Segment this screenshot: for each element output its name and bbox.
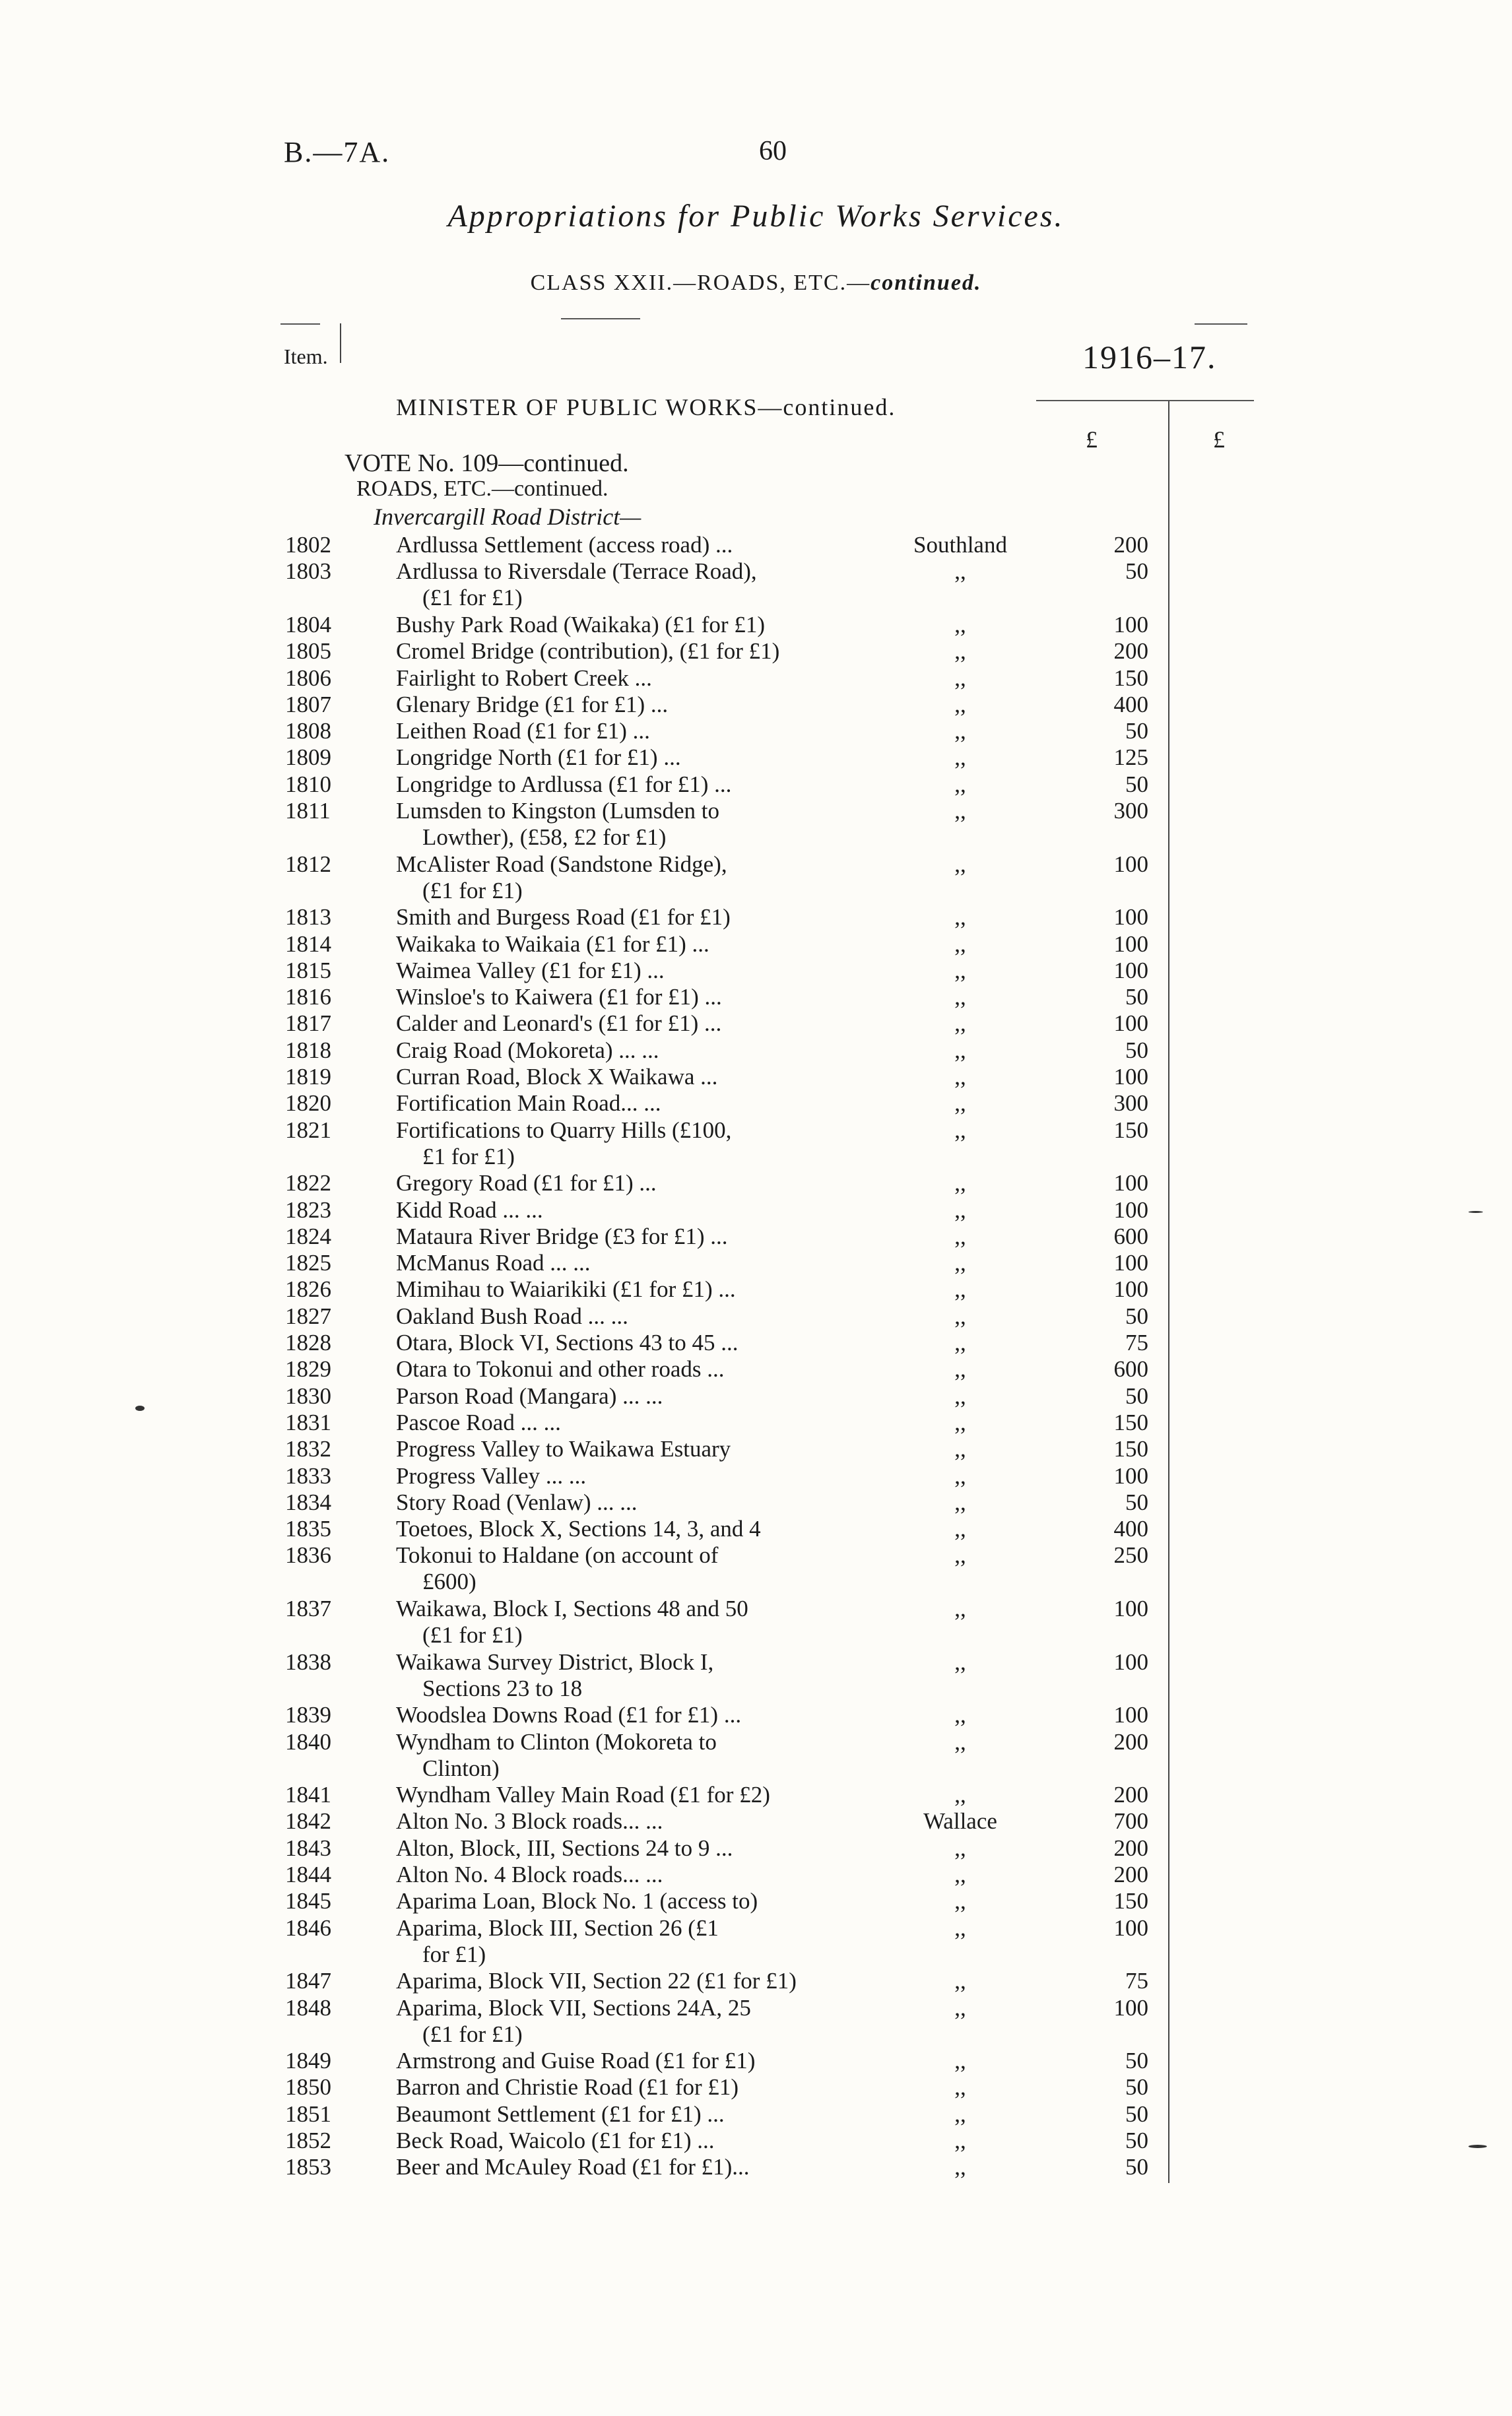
item-number: 1832 (285, 1436, 331, 1462)
item-description-line: Story Road (Venlaw) ... ... (396, 1489, 638, 1515)
item-description-line: Kidd Road ... ... (396, 1196, 543, 1223)
item-number: 1806 (285, 665, 331, 691)
item-description-line: Progress Valley ... ... (396, 1462, 587, 1489)
district-subheading: Invercargill Road District— (374, 504, 641, 530)
item-number: 1842 (285, 1808, 331, 1835)
item-description (396, 718, 845, 744)
item-description-line: Mimihau to Waiarikiki (£1 for £1) ... (396, 1276, 736, 1303)
item-district: ,, (954, 1330, 966, 1355)
page-title: Appropriations for Public Works Services. (447, 199, 1065, 234)
item-district: ,, (954, 1303, 966, 1329)
item-number: 1804 (285, 611, 331, 637)
item-number: 1820 (285, 1090, 331, 1117)
item-description-continuation: (£1 for £1) (422, 877, 523, 903)
item-number: 1814 (285, 930, 331, 957)
item-description (396, 1383, 845, 1410)
item-description (396, 2048, 845, 2074)
item-number: 1834 (285, 1489, 331, 1515)
ink-speck (1468, 1211, 1483, 1213)
item-number: 1843 (285, 1835, 331, 1861)
item-description-line: Toetoes, Block X, Sections 14, 3, and 4 (396, 1516, 761, 1542)
item-number: 1823 (285, 1196, 331, 1223)
class-heading (0, 271, 1512, 296)
item-amount: 50 (1125, 1037, 1148, 1063)
item-district: ,, (954, 798, 966, 824)
vote-heading: VOTE No. 109—continued. (345, 449, 629, 477)
item-district: ,, (954, 1914, 966, 1941)
item-district: ,, (954, 1462, 966, 1489)
item-amount: 100 (1113, 611, 1148, 637)
item-number: 1818 (285, 1037, 331, 1063)
item-description-line: Curran Road, Block X Waikawa ... (396, 1064, 718, 1090)
item-description (396, 558, 845, 611)
item-description-line: Bushy Park Road (Waikaka) (£1 for £1) (396, 611, 765, 637)
item-district: ,, (954, 1117, 966, 1143)
item-amount: 200 (1113, 1862, 1148, 1887)
item-description (396, 851, 845, 904)
item-description-line: Ardlussa to Riversdale (Terrace Road), (396, 558, 757, 585)
item-district: ,, (954, 1409, 966, 1435)
item-description-continuation: for £1) (422, 1941, 486, 1967)
item-district: ,, (954, 1994, 966, 2021)
item-description (396, 1090, 845, 1117)
item-description-line: Aparima, Block VII, Sections 24A, 25 (396, 1994, 751, 2021)
item-number: 1828 (285, 1330, 331, 1355)
item-description (396, 2074, 845, 2101)
item-amount: 50 (1125, 2074, 1148, 2101)
item-description (396, 1436, 845, 1462)
item-number: 1846 (285, 1914, 331, 1941)
item-description-line: Wyndham to Clinton (Mokoreta to (396, 1728, 717, 1755)
minister-heading: MINISTER OF PUBLIC WORKS—continued. (396, 394, 896, 420)
item-amount: 100 (1113, 1276, 1148, 1303)
item-amount: 200 (1113, 1728, 1148, 1755)
item-description (396, 1596, 845, 1649)
item-district: ,, (954, 1596, 966, 1621)
item-district: ,, (954, 611, 966, 637)
document-reference: B.—7A. (284, 136, 391, 168)
item-amount: 50 (1125, 984, 1148, 1010)
item-amount: 100 (1113, 930, 1148, 957)
item-description (396, 744, 845, 771)
item-amount: 400 (1113, 691, 1148, 717)
item-description-line: Glenary Bridge (£1 for £1) ... (396, 691, 669, 717)
item-description-line: Beaumont Settlement (£1 for £1) ... (396, 2101, 725, 2127)
item-number: 1837 (285, 1596, 331, 1621)
item-district: ,, (954, 691, 966, 717)
item-number: 1816 (285, 984, 331, 1010)
item-number: 1811 (285, 798, 331, 824)
item-amount: 50 (1125, 718, 1148, 744)
item-description-line: Longridge to Ardlussa (£1 for £1) ... (396, 771, 732, 797)
item-description-line: Gregory Road (£1 for £1) ... (396, 1170, 657, 1196)
item-amount: 200 (1113, 532, 1148, 558)
item-description (396, 1649, 845, 1702)
page-number: 60 (759, 136, 787, 166)
item-amount: 75 (1125, 1330, 1148, 1355)
item-description-continuation: Sections 23 to 18 (422, 1675, 583, 1701)
item-description (396, 1835, 845, 1862)
item-number: 1819 (285, 1064, 331, 1090)
item-district: ,, (954, 1702, 966, 1728)
item-district: ,, (954, 744, 966, 771)
item-district: ,, (954, 638, 966, 665)
item-description-line: Barron and Christie Road (£1 for £1) (396, 2074, 739, 2101)
item-number: 1822 (285, 1170, 331, 1196)
item-description-line: Fortifications to Quarry Hills (£100, (396, 1117, 732, 1143)
item-description (396, 1197, 845, 1224)
item-description-line: Waikaka to Waikaia (£1 for £1) ... (396, 930, 709, 957)
item-district: ,, (954, 1223, 966, 1249)
item-description (396, 1516, 845, 1542)
item-number: 1851 (285, 2101, 331, 2127)
item-amount: 150 (1113, 1409, 1148, 1435)
item-description-line: Ardlussa Settlement (access road) ... (396, 532, 733, 558)
pound-column-2-header: £ (1213, 426, 1225, 453)
item-number: 1849 (285, 2048, 331, 2074)
item-number: 1831 (285, 1409, 331, 1435)
item-amount: 50 (1125, 1489, 1148, 1515)
item-description-continuation: Lowther), (£58, £2 for £1) (422, 824, 667, 850)
item-district: ,, (954, 771, 966, 797)
item-description (396, 1064, 845, 1090)
item-district: ,, (954, 1835, 966, 1861)
year-column-header: 1916–17. (1082, 339, 1217, 375)
item-description (396, 771, 845, 798)
item-description-line: Alton No. 4 Block roads... ... (396, 1862, 663, 1887)
item-description (396, 1356, 845, 1383)
item-amount: 100 (1113, 1596, 1148, 1621)
item-description-line: Longridge North (£1 for £1) ... (396, 744, 681, 771)
item-description (396, 1250, 845, 1276)
item-amount: 100 (1113, 1170, 1148, 1196)
item-district: ,, (954, 930, 966, 957)
item-amount: 250 (1113, 1542, 1148, 1569)
amount-column-divider (1168, 401, 1169, 2183)
item-district: ,, (954, 1516, 966, 1542)
item-district: ,, (954, 1489, 966, 1515)
item-number: 1805 (285, 638, 331, 665)
item-number: 1845 (285, 1888, 331, 1914)
item-amount: 100 (1113, 1914, 1148, 1941)
item-description-line: Beck Road, Waicolo (£1 for £1) ... (396, 2128, 715, 2153)
item-description-line: Parson Road (Mangara) ... ... (396, 1383, 663, 1409)
item-number: 1810 (285, 771, 331, 797)
item-number: 1813 (285, 904, 331, 930)
item-description (396, 2128, 845, 2154)
item-district: ,, (954, 1037, 966, 1063)
item-amount: 100 (1113, 1250, 1148, 1276)
item-description-line: Aparima, Block VII, Section 22 (£1 for £1) (396, 1968, 797, 1994)
item-description (396, 1303, 845, 1330)
item-description-line: Progress Valley to Waikawa Estuary (396, 1436, 731, 1462)
item-description-line: Smith and Burgess Road (£1 for £1) (396, 904, 731, 930)
item-number: 1830 (285, 1383, 331, 1409)
item-amount: 100 (1113, 1196, 1148, 1223)
item-amount: 300 (1113, 798, 1148, 824)
item-district: ,, (954, 1728, 966, 1755)
item-description (396, 904, 845, 930)
item-amount: 150 (1113, 665, 1148, 691)
item-description (396, 958, 845, 984)
header-rule-left (280, 323, 320, 325)
item-district: ,, (954, 2074, 966, 2101)
item-description (396, 1888, 845, 1914)
item-amount: 50 (1125, 1383, 1148, 1409)
item-number: 1836 (285, 1542, 331, 1569)
item-amount: 200 (1113, 638, 1148, 665)
year-underline (1036, 400, 1254, 401)
item-number: 1847 (285, 1968, 331, 1994)
item-description (396, 1862, 845, 1888)
item-amount: 125 (1113, 744, 1148, 771)
item-amount: 50 (1125, 771, 1148, 797)
item-number: 1808 (285, 718, 331, 744)
item-description-line: Aparima Loan, Block No. 1 (access to) (396, 1888, 758, 1914)
item-description-continuation: (£1 for £1) (422, 2021, 523, 2047)
item-district: ,, (954, 2101, 966, 2127)
item-district: ,, (954, 1436, 966, 1462)
item-description-continuation: Clinton) (422, 1755, 500, 1781)
ink-speck (1468, 2145, 1487, 2148)
item-description (396, 1729, 845, 1782)
item-number: 1821 (285, 1117, 331, 1143)
item-description-line: Waikawa, Block I, Sections 48 and 50 (396, 1596, 748, 1621)
item-number: 1852 (285, 2128, 331, 2153)
item-district: ,, (954, 2048, 966, 2074)
item-description (396, 931, 845, 958)
item-district: ,, (954, 1862, 966, 1887)
roads-subheading: ROADS, ETC.—continued. (356, 476, 608, 501)
item-amount: 100 (1113, 851, 1148, 877)
item-number: 1826 (285, 1276, 331, 1303)
item-description (396, 532, 845, 558)
item-description (396, 984, 845, 1010)
item-district: ,, (954, 1064, 966, 1090)
item-district: ,, (954, 1196, 966, 1223)
item-amount: 100 (1113, 1702, 1148, 1728)
ink-speck (135, 1406, 145, 1411)
item-amount: 200 (1113, 1782, 1148, 1808)
item-description-line: Aparima, Block III, Section 26 (£1 (396, 1914, 719, 1941)
item-amount: 600 (1113, 1356, 1148, 1383)
item-description-line: Alton No. 3 Block roads... ... (396, 1808, 663, 1835)
item-description-line: Tokonui to Haldane (on account of (396, 1542, 719, 1569)
item-number: 1817 (285, 1010, 331, 1037)
item-district: ,, (954, 665, 966, 691)
item-description (396, 1915, 845, 1968)
item-district: ,, (954, 1090, 966, 1117)
item-description-line: Beer and McAuley Road (£1 for £1)... (396, 2154, 750, 2180)
item-district: ,, (954, 558, 966, 585)
item-amount: 150 (1113, 1436, 1148, 1462)
item-amount: 100 (1113, 904, 1148, 930)
item-amount: 300 (1113, 1090, 1148, 1117)
item-description-continuation: (£1 for £1) (422, 585, 523, 611)
item-amount: 75 (1125, 1968, 1148, 1994)
item-description-line: Woodslea Downs Road (£1 for £1) ... (396, 1702, 742, 1728)
header-rule-right (1195, 323, 1247, 325)
item-number: 1827 (285, 1303, 331, 1329)
item-amount: 50 (1125, 2101, 1148, 2127)
item-description-line: Cromel Bridge (contribution), (£1 for £1) (396, 638, 780, 665)
item-amount: 100 (1113, 1010, 1148, 1037)
item-description (396, 1224, 845, 1250)
item-description (396, 1010, 845, 1037)
item-description-continuation: £1 for £1) (422, 1143, 515, 1169)
item-number: 1825 (285, 1250, 331, 1276)
item-description-line: Winsloe's to Kaiwera (£1 for £1) ... (396, 984, 722, 1010)
item-number: 1844 (285, 1862, 331, 1887)
class-heading-continued: continued. (871, 271, 982, 295)
item-district: ,, (954, 1542, 966, 1569)
item-amount: 50 (1125, 558, 1148, 585)
item-description (396, 1170, 845, 1196)
item-district: ,, (954, 1782, 966, 1808)
header-rule-mid (561, 318, 640, 319)
item-district: ,, (954, 2128, 966, 2153)
item-number: 1803 (285, 558, 331, 585)
pound-column-1-header: £ (1086, 426, 1098, 453)
item-district: Wallace (923, 1808, 997, 1835)
item-amount: 100 (1113, 1649, 1148, 1675)
item-district: ,, (954, 1356, 966, 1383)
item-number: 1812 (285, 851, 331, 877)
item-district: ,, (954, 984, 966, 1010)
item-number: 1809 (285, 744, 331, 771)
item-description-line: Craig Road (Mokoreta) ... ... (396, 1037, 659, 1063)
item-district: ,, (954, 1888, 966, 1914)
item-description-line: Waimea Valley (£1 for £1) ... (396, 957, 665, 983)
item-description-line: Wyndham Valley Main Road (£1 for £2) (396, 1782, 770, 1808)
item-description (396, 1702, 845, 1728)
item-number: 1829 (285, 1356, 331, 1383)
item-description (396, 1117, 845, 1170)
item-number: 1833 (285, 1462, 331, 1489)
item-number: 1850 (285, 2074, 331, 2101)
item-number: 1807 (285, 691, 331, 717)
item-district: ,, (954, 1170, 966, 1196)
item-description-line: Calder and Leonard's (£1 for £1) ... (396, 1010, 722, 1037)
item-description-line: Armstrong and Guise Road (£1 for £1) (396, 2048, 756, 2074)
item-description-line: McAlister Road (Sandstone Ridge), (396, 851, 727, 877)
item-district: ,, (954, 718, 966, 744)
item-amount: 50 (1125, 2128, 1148, 2153)
item-amount: 700 (1113, 1808, 1148, 1835)
item-amount: 100 (1113, 957, 1148, 983)
item-amount: 100 (1113, 1064, 1148, 1090)
item-description-line: Fairlight to Robert Creek ... (396, 665, 652, 691)
item-amount: 100 (1113, 1994, 1148, 2021)
item-description-line: Waikawa Survey District, Block I, (396, 1649, 714, 1675)
item-district: ,, (954, 1383, 966, 1409)
item-amount: 50 (1125, 2154, 1148, 2180)
item-district: ,, (954, 1010, 966, 1037)
item-description (396, 1542, 845, 1595)
item-description (396, 1276, 845, 1303)
item-description (396, 798, 845, 851)
item-description (396, 1410, 845, 1436)
item-column-header: Item. (284, 344, 328, 368)
item-number: 1835 (285, 1516, 331, 1542)
item-amount: 50 (1125, 1303, 1148, 1329)
item-district: ,, (954, 2154, 966, 2180)
item-number: 1839 (285, 1702, 331, 1728)
item-description-continuation: £600) (422, 1569, 477, 1595)
item-amount: 50 (1125, 2048, 1148, 2074)
item-description-line: Leithen Road (£1 for £1) ... (396, 718, 650, 744)
item-description-line: Lumsden to Kingston (Lumsden to (396, 798, 719, 824)
item-column-divider (340, 323, 341, 363)
item-description (396, 1968, 845, 1994)
item-number: 1815 (285, 957, 331, 983)
item-amount: 200 (1113, 1835, 1148, 1861)
class-heading-text: CLASS XXII.—ROADS, ETC.— (530, 271, 871, 295)
item-district: ,, (954, 1649, 966, 1675)
item-description (396, 612, 845, 638)
item-district: ,, (954, 904, 966, 930)
item-district: Southland (913, 532, 1007, 558)
item-description-line: McManus Road ... ... (396, 1250, 591, 1276)
item-number: 1802 (285, 532, 331, 558)
item-number: 1840 (285, 1728, 331, 1755)
item-number: 1853 (285, 2154, 331, 2180)
item-description (396, 1330, 845, 1356)
item-description (396, 1808, 845, 1835)
item-amount: 100 (1113, 1462, 1148, 1489)
item-description-line: Otara, Block VI, Sections 43 to 45 ... (396, 1330, 739, 1355)
item-description-line: Mataura River Bridge (£3 for £1) ... (396, 1223, 728, 1249)
item-district: ,, (954, 851, 966, 877)
item-description-line: Alton, Block, III, Sections 24 to 9 ... (396, 1835, 733, 1861)
item-amount: 150 (1113, 1888, 1148, 1914)
item-number: 1848 (285, 1994, 331, 2021)
item-district: ,, (954, 1250, 966, 1276)
item-district: ,, (954, 1276, 966, 1303)
item-description (396, 1782, 845, 1808)
item-description (396, 638, 845, 665)
item-number: 1841 (285, 1782, 331, 1808)
item-amount: 150 (1113, 1117, 1148, 1143)
item-description-line: Oakland Bush Road ... ... (396, 1303, 628, 1329)
item-description (396, 1037, 845, 1064)
item-description (396, 1463, 845, 1489)
item-description (396, 1489, 845, 1516)
item-description-line: Fortification Main Road... ... (396, 1090, 661, 1117)
item-description (396, 665, 845, 692)
item-description (396, 1995, 845, 2048)
item-number: 1824 (285, 1223, 331, 1249)
item-district: ,, (954, 1968, 966, 1994)
item-description-line: Pascoe Road ... ... (396, 1409, 561, 1435)
item-description (396, 2101, 845, 2128)
item-description (396, 2154, 845, 2180)
item-description (396, 692, 845, 718)
item-district: ,, (954, 957, 966, 983)
item-number: 1838 (285, 1649, 331, 1675)
item-amount: 400 (1113, 1516, 1148, 1542)
item-description-line: Otara to Tokonui and other roads ... (396, 1356, 725, 1383)
item-description-continuation: (£1 for £1) (422, 1622, 523, 1648)
item-amount: 600 (1113, 1223, 1148, 1249)
